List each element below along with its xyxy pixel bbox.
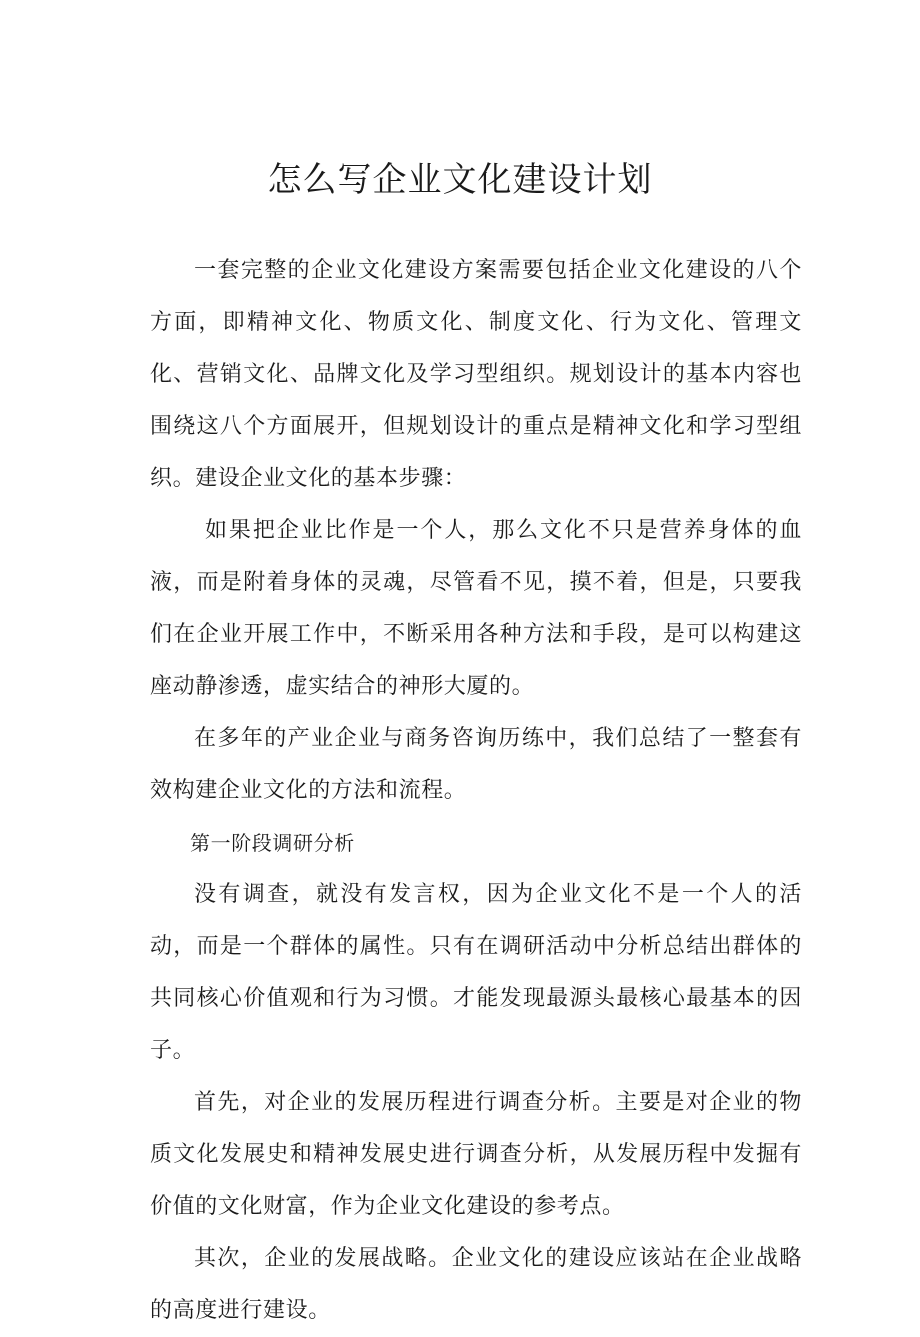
paragraph-overview: 一套完整的企业文化建设方案需要包括企业文化建设的八个方面，即精神文化、物质文化、制度文化、行为文化、管理文化、营销文化、品牌文化及学习型组织。规划设计的基本内容也围绕这八个方面展开，但规划设计的重点是精神文化和学习型组织。建设企业文化的基本步骤： [150,258,802,491]
paragraph-history-analysis: 首先，对企业的发展历程进行调查分析。主要是对企业的物质文化发展史和精神发展史进行调查分析，从发展历程中发掘有价值的文化财富，作为企业文化建设的参考点。 [150,1090,802,1219]
paragraph-research: 没有调查，就没有发言权，因为企业文化不是一个人的活动，而是一个群体的属性。只有在调研活动中分析总结出群体的共同核心价值观和行为习惯。才能发现最源头最核心最基本的因子。 [150,882,802,1063]
paragraph-metaphor: 如果把企业比作是一个人，那么文化不只是营养身体的血液，而是附着身体的灵魂，尽管看不见，摸不着，但是，只要我们在企业开展工作中，不断采用各种方法和手段，是可以构建这座动静渗透，虚实结合的神形大厦的。 [150,518,802,699]
document-body [150,245,802,1337]
paragraph-method-summary: 在多年的产业企业与商务咨询历练中，我们总结了一整套有效构建企业文化的方法和流程。 [150,726,802,803]
document-title: 怎么写企业文化建设计划 [267,160,653,200]
section-heading-stage-one: 第一阶段调研分析 [190,831,355,855]
paragraph-strategy: 其次，企业的发展战略。企业文化的建设应该站在企业战略的高度进行建设。 [150,1246,802,1323]
